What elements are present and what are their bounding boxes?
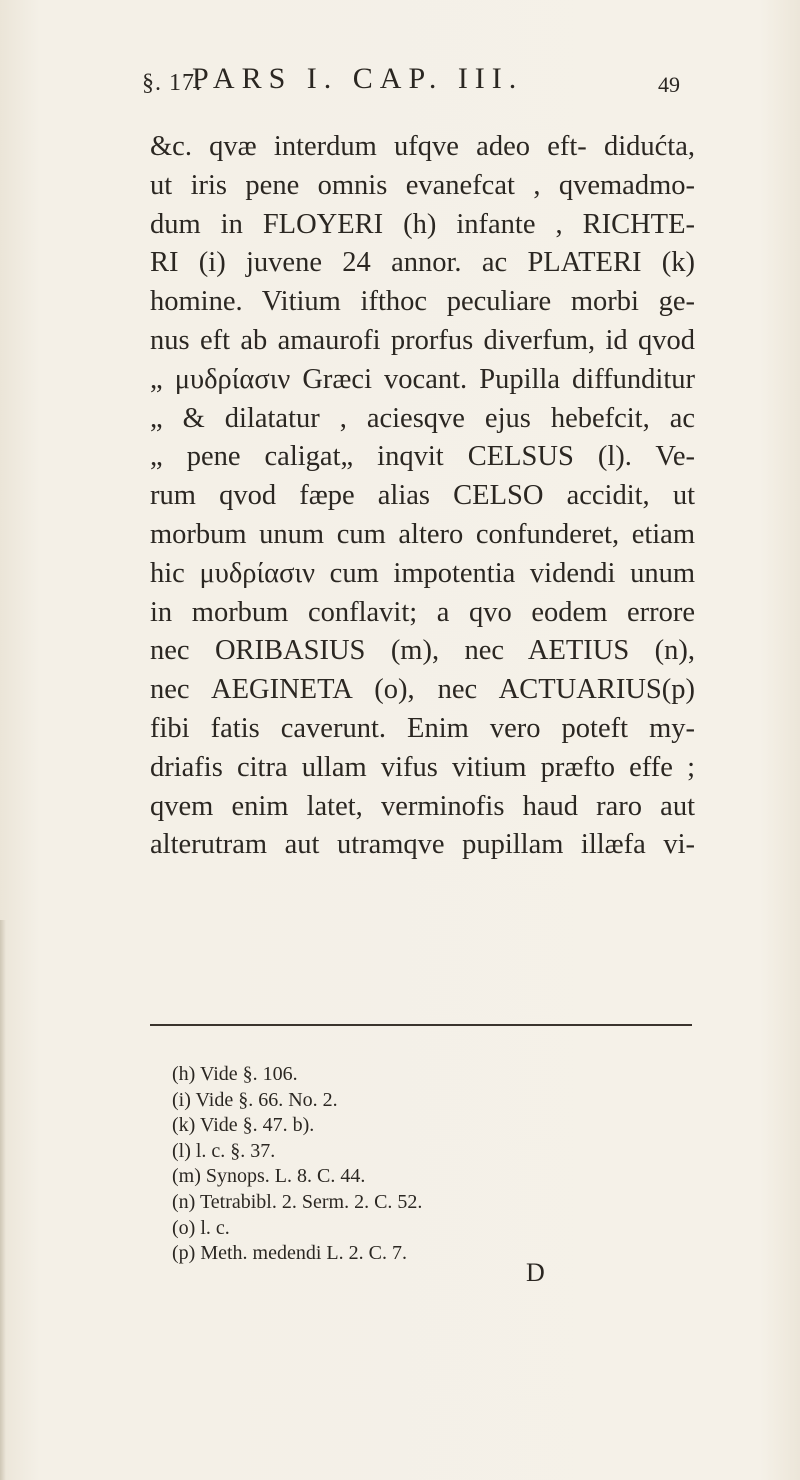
text-line: nec AEGINETA (o), nec ACTUARIUS(p) <box>150 674 695 706</box>
text-line: morbum unum cum altero confunderet, etiam <box>150 518 695 550</box>
text-line: fibi fatis caverunt. Enim vero poteft my- <box>150 712 695 744</box>
text-line: „ & dilatatur , aciesqve ejus hebefcit, ac <box>150 402 695 434</box>
text-line: homine. Vitium ifthoc peculiare morbi ge- <box>150 286 695 318</box>
footnote: (p) Meth. medendi L. 2. C. 7. <box>172 1242 407 1265</box>
text-line: alterutram aut utramqve pupillam illæfa vi- <box>150 829 695 861</box>
text-line: qvem enim latet, verminofis haud raro aut <box>150 790 695 822</box>
footnote: (m) Synops. L. 8. C. 44. <box>172 1165 366 1188</box>
signature-mark: D <box>526 1258 545 1287</box>
page-edge-shadow <box>0 920 6 1480</box>
text-line: hic μυδρίασιν cum impotentia videndi unum <box>150 557 695 589</box>
text-line: nec ORIBASIUS (m), nec AETIUS (n), <box>150 635 695 667</box>
footnote: (o) l. c. <box>172 1216 230 1239</box>
text-line: nus eft ab amaurofi prorfus diverfum, id qvod <box>150 324 695 356</box>
text-line: rum qvod fæpe alias CELSO accidit, ut <box>150 480 695 512</box>
page-number: 49 <box>658 72 680 97</box>
text-line: ut iris pene omnis evanefcat , qvemadmo- <box>150 169 695 201</box>
main-text <box>150 128 695 865</box>
footnote: (h) Vide §. 106. <box>172 1063 298 1085</box>
footnote: (i) Vide §. 66. No. 2. <box>172 1088 338 1111</box>
text-line: &c. qvæ interdum ufqve adeo eft- didućta, <box>150 131 695 162</box>
text-line: in morbum conflavit; a qvo eodem errore <box>150 596 695 628</box>
footnote: (k) Vide §. 47. b). <box>172 1114 315 1137</box>
text-line: dum in FLOYERI (h) infante , RICHTE- <box>150 208 695 240</box>
footnotes <box>172 1062 572 1267</box>
footnote: (l) l. c. §. 37. <box>172 1139 276 1162</box>
section-number: §. 17. <box>142 70 202 96</box>
running-title: PARS I. CAP. III. <box>192 62 524 95</box>
text-line: „ μυδρίασιν Græci vocant. Pupilla diffunditur <box>150 363 695 395</box>
text-line: RI (i) juvene 24 annor. ac PLATERI (k) <box>150 247 695 279</box>
footnote: (n) Tetrabibl. 2. Serm. 2. C. 52. <box>172 1190 423 1213</box>
text-line: driafis citra ullam vifus vitium præfto effe ; <box>150 751 695 783</box>
footnote-divider <box>150 1024 692 1026</box>
text-line: „ pene caligat„ inqvit CELSUS (l). Ve- <box>150 441 695 473</box>
